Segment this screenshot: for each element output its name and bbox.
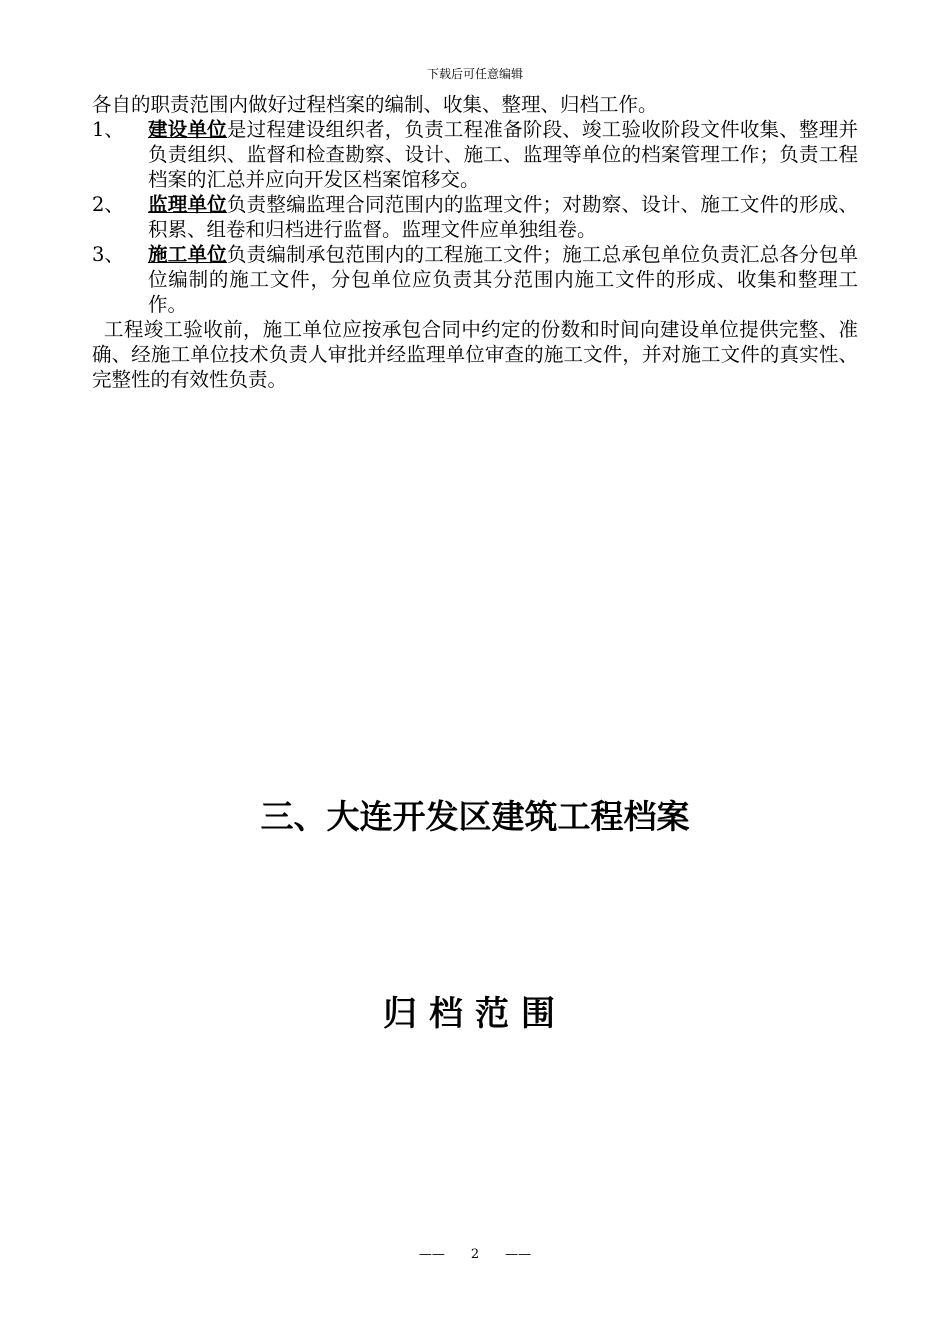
list-item (92, 117, 858, 192)
page-number: —— 2 —— (418, 1247, 532, 1262)
list-item-term: 监理单位 (148, 193, 227, 216)
list-item-body (148, 117, 858, 192)
section-title: 三、大连开发区建筑工程档案 (260, 797, 690, 836)
list-item-body (148, 242, 858, 317)
closing-paragraph: 工程竣工验收前，施工单位应按承包合同中约定的份数和时间向建设单位提供完整、准确、经施工单位技术负责人审批并经监理单位审查的施工文件，并对施工文件的真实性、完整性的有效性负责。 (92, 318, 858, 391)
list-item-number: 1、 (92, 118, 124, 141)
list-item-text: 是过程建设组织者，负责工程准备阶段、竣工验收阶段文件收集、整理并负责组织、监督和检查勘察、设计、施工、监理等单位的档案管理工作；负责工程档案的汇总并应向开发区档案馆移交。 (148, 118, 858, 191)
list-item-text: 负责编制承包范围内的工程施工文件；施工总承包单位负责汇总各分包单位编制的施工文件，分包单位应负责其分范围内施工文件的形成、收集和整理工作。 (148, 243, 858, 316)
list-item (92, 192, 858, 242)
list-item-term: 施工单位 (148, 243, 227, 266)
list-item-term: 建设单位 (148, 118, 227, 141)
list-item-text: 负责整编监理合同范围内的监理文件；对勘察、设计、施工文件的形成、积累、组卷和归档进行监督。监理文件应单独组卷。 (148, 193, 858, 241)
document-body (92, 92, 858, 392)
list-item (92, 242, 858, 317)
list-item-number: 3、 (92, 243, 124, 266)
page-header-note: 下载后可任意编辑 (426, 67, 523, 81)
section-subtitle: 归档范围 (383, 994, 567, 1034)
list-item-number: 2、 (92, 193, 124, 216)
intro-paragraph: 各自的职责范围内做好过程档案的编制、收集、整理、归档工作。 (92, 93, 658, 116)
list-item-body (148, 192, 858, 242)
